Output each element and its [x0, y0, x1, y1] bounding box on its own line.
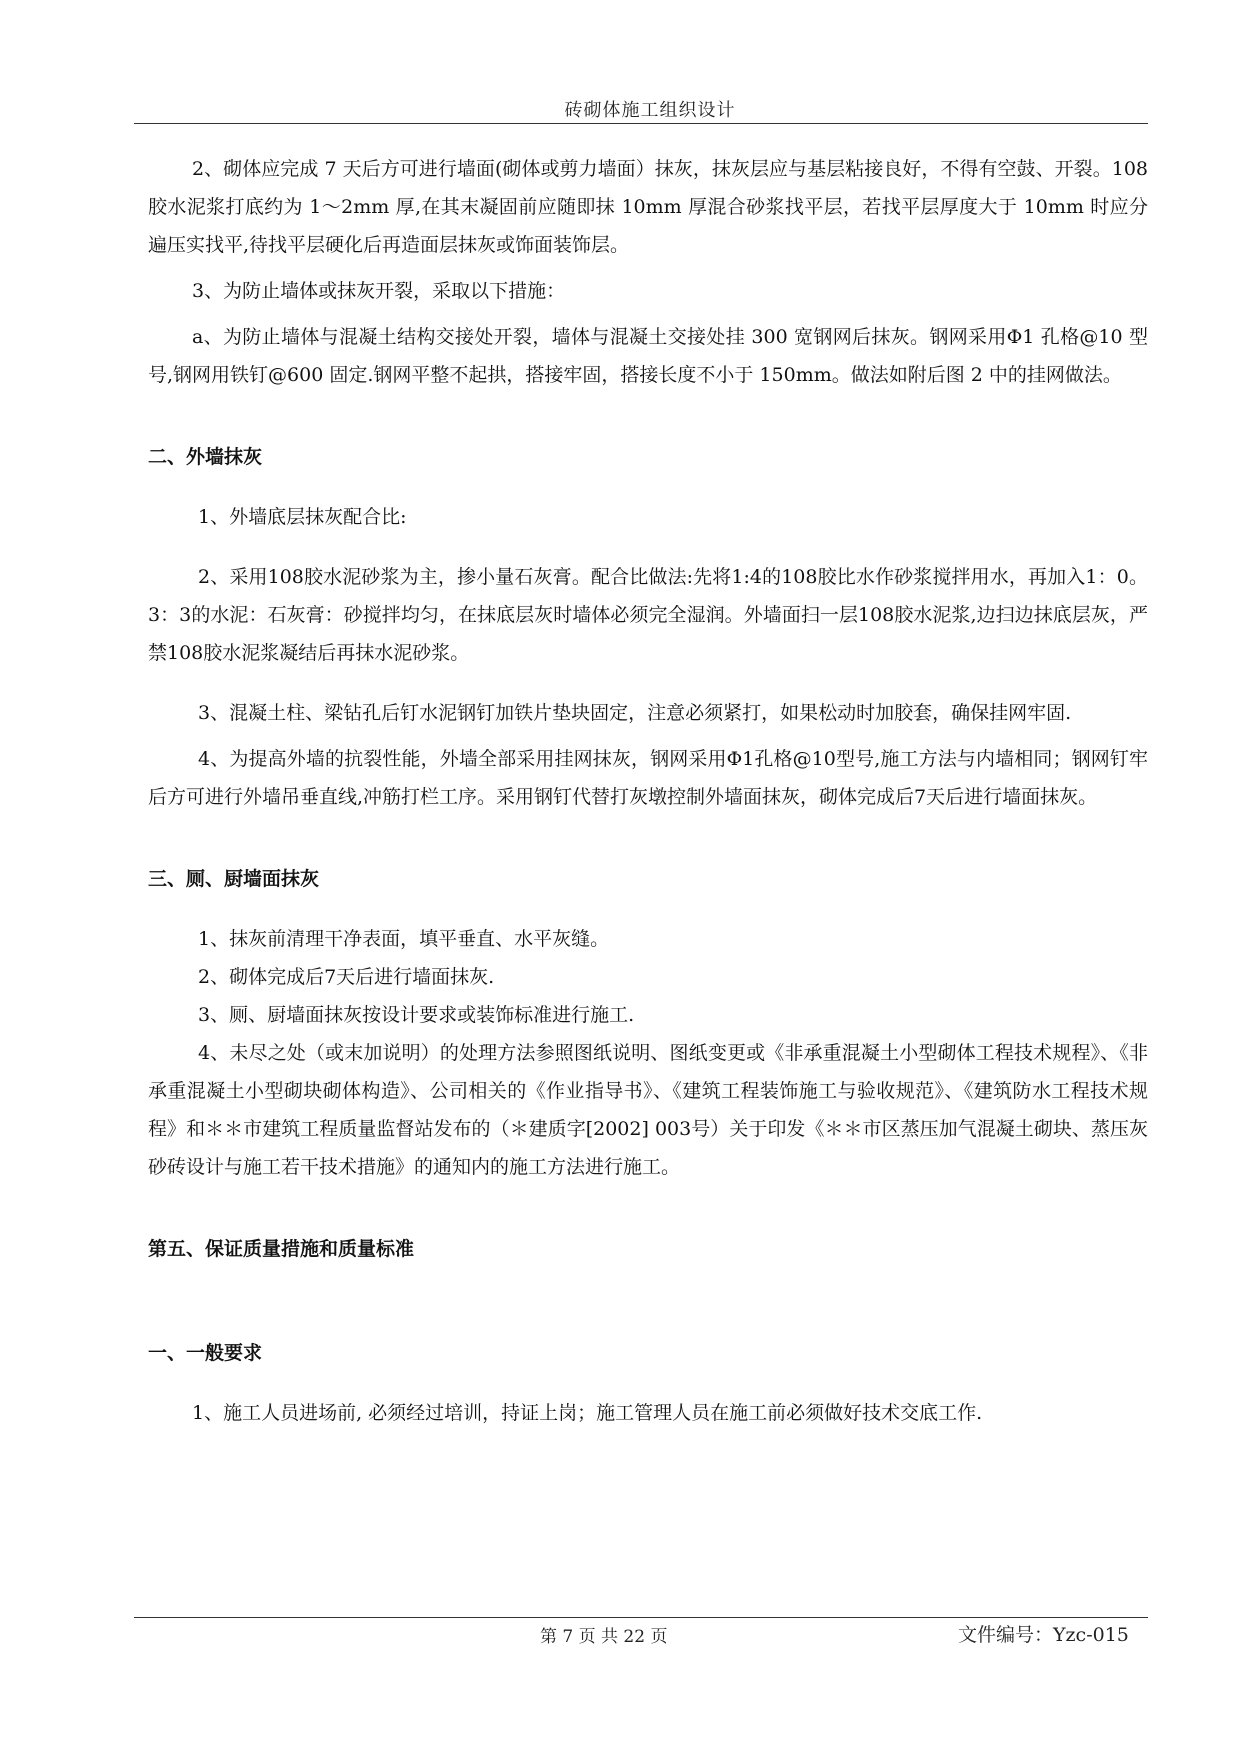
section-heading-general-requirements: 一、一般要求: [148, 1342, 263, 1364]
section-heading-exterior-plaster: 二、外墙抹灰: [148, 446, 263, 468]
paragraph-plaster-timing: 2、砌体应完成 7 天后方可进行墙面(砌体或剪力墙面）抹灰，抹灰层应与基层粘接良好，不得有空鼓、开裂。108 胶水泥浆打底约为 1～2mm 厚,在其末凝固前应随即抹 10mm 厚混合砂浆找平层，若找平层厚度大于 10mm 时应分遍压实找平,待找平层硬化后再造面层抹灰或饰面装饰层。: [148, 158, 1148, 256]
paragraph-steel-mesh: a、为防止墙体与混凝土结构交接处开裂，墙体与混凝土交接处挂 300 宽钢网后抹灰。钢网采用Φ1 孔格@10 型号,钢网用铁钉@600 固定.钢网平整不起拱，搭接牢固，搭接长度不小于 150mm。做法如附后图 2 中的挂网做法。: [148, 326, 1148, 386]
paragraph-surface-cleaning: 1、抹灰前清理干净表面，填平垂直、水平灰缝。: [198, 928, 610, 950]
section-heading-kitchen-bath-plaster: 三、厕、厨墙面抹灰: [148, 868, 320, 890]
chapter-heading-quality-measures: 第五、保证质量措施和质量标准: [148, 1238, 415, 1260]
paragraph-exterior-nails: 3、混凝土柱、梁钻孔后钉水泥钢钉加铁片垫块固定，注意必须紧打，如果松动时加胶套，确保挂网牢固.: [198, 702, 1072, 724]
paragraph-exterior-mortar: 2、采用108胶水泥砂浆为主，掺小量石灰膏。配合比做法:先将1:4的108胶比水作砂浆搅拌用水，再加入1：0。3：3的水泥：石灰膏：砂搅拌均匀，在抹底层灰时墙体必须完全湿润。外墙面扫一层108胶水泥浆,边扫边抹底层灰，严禁108胶水泥浆凝结后再抹水泥砂浆。: [148, 566, 1148, 664]
paragraph-exterior-mix-ratio: 1、外墙底层抹灰配合比:: [198, 506, 407, 528]
header-divider: [134, 123, 1148, 124]
page-number: 第 7 页 共 22 页: [540, 1627, 668, 1647]
paragraph-exterior-mesh: 4、为提高外墙的抗裂性能，外墙全部采用挂网抹灰，钢网采用Φ1孔格@10型号,施工方法与内墙相同；钢网钉牢后方可进行外墙吊垂直线,冲筋打栏工序。采用钢钉代替打灰墩控制外墙面抹灰，砌体完成后7天后进行墙面抹灰。: [148, 748, 1148, 808]
paragraph-plaster-after-7-days: 2、砌体完成后7天后进行墙面抹灰.: [198, 966, 495, 988]
paragraph-design-requirements: 3、厕、厨墙面抹灰按设计要求或装饰标准进行施工.: [198, 1004, 635, 1026]
paragraph-crack-measures: 3、为防止墙体或抹灰开裂，采取以下措施：: [192, 280, 566, 302]
document-body: [148, 150, 1148, 1432]
paragraph-reference-standards: 4、未尽之处（或末加说明）的处理方法参照图纸说明、图纸变更或《非承重混凝土小型砌体工程技术规程》、《非承重混凝土小型砌块砌体构造》、公司相关的《作业指导书》、《建筑工程装饰施工与验收规范》、《建筑防水工程技术规程》和＊＊市建筑工程质量监督站发布的（＊建质字[2002] 003号）关于印发《＊＊市区蒸压加气混凝土砌块、蒸压灰砂砖设计与施工若干技术措施》的通知内的施工方法进行施工。: [148, 1042, 1148, 1178]
document-number: 文件编号：Yzc-015: [958, 1624, 1129, 1646]
page-header-title: 砖砌体施工组织设计: [564, 100, 736, 121]
paragraph-worker-training: 1、施工人员进场前, 必须经过培训，持证上岗；施工管理人员在施工前必须做好技术交底工作.: [192, 1402, 983, 1424]
footer-divider: [134, 1617, 1148, 1618]
